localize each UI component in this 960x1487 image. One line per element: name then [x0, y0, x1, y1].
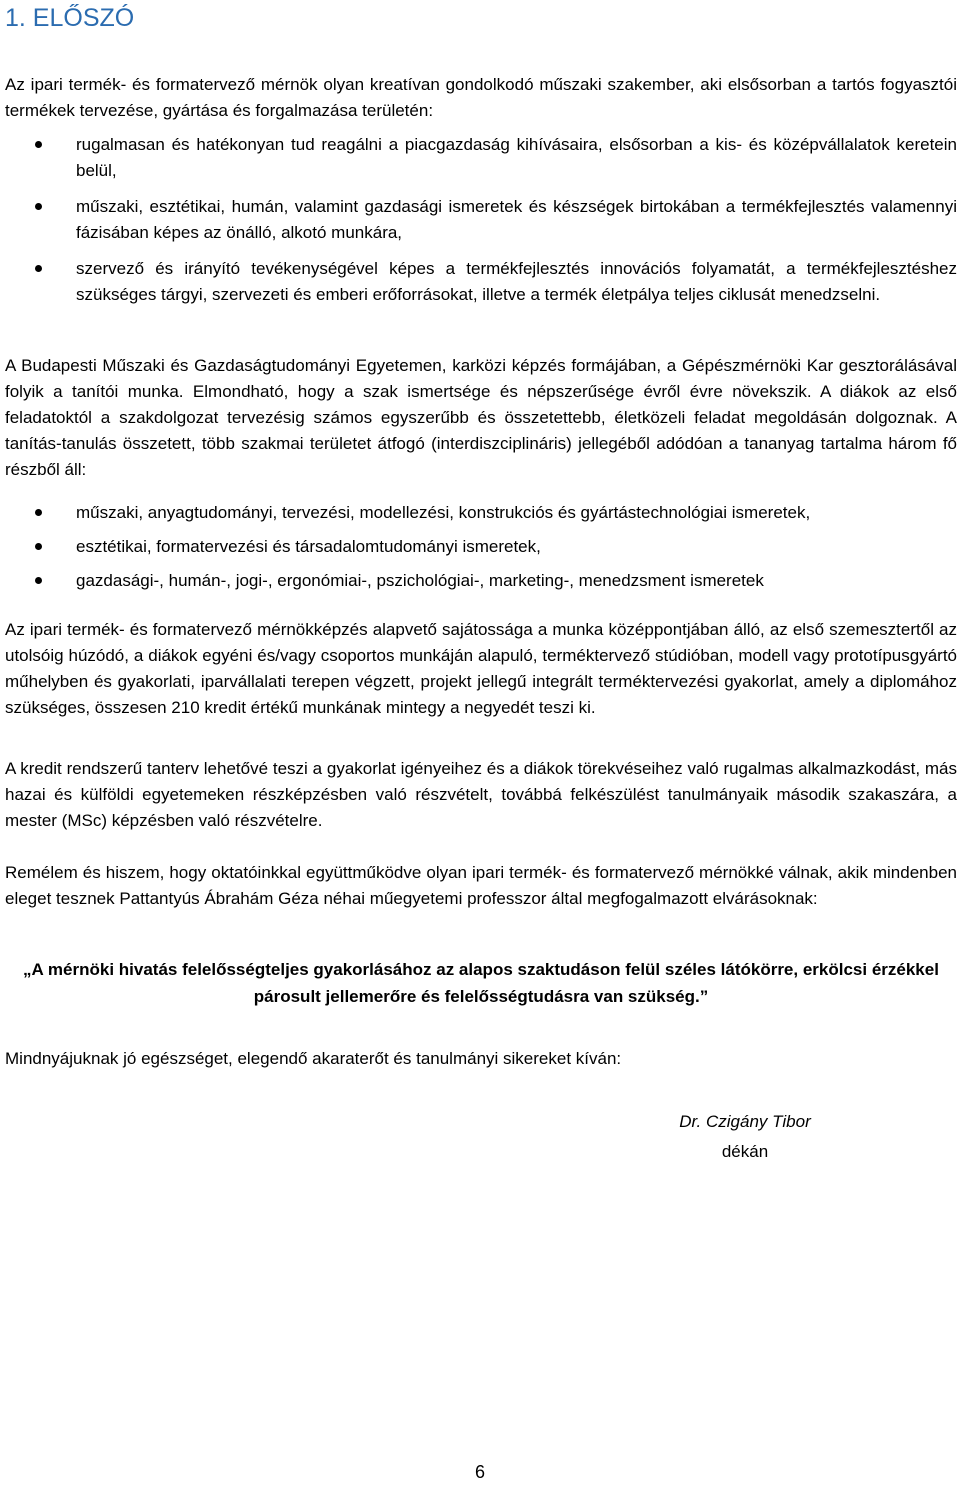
- university-paragraph: A Budapesti Műszaki és Gazdaságtudományi Egyetemen, karközi képzés formájában, a Gépészmérnöki Kar gesztorálásával folyik a tanítói munka. Elmondható, hogy a szak ismertsége és népszerűsége évről évre növekszik. A diákok az első feladatoktól a szakdolgozat tervezésig számos egyszerűbb és összetettebb, életközeli feladat megoldásán dolgoznak. A tanítás-tanulás összetett, több szakmai területet átfogó (interdiszciplináris) jellegéből adódóan a tananyag tartalma három fő részből áll:: [5, 356, 957, 479]
- list-item-text: rugalmasan és hatékonyan tud reagálni a piacgazdaság kihívásaira, elsősorban a kis- és középvállalatok keretein belül,: [76, 135, 957, 180]
- list-item: [5, 132, 957, 184]
- bullet-icon: [35, 141, 42, 148]
- signature-block: [620, 1107, 870, 1167]
- hope-paragraph: Remélem és hiszem, hogy oktatóinkkal együttműködve olyan ipari termék- és formatervező mérnökké válnak, akik mindenben eleget tesznek Pattantyús Ábrahám Géza néhai műegyetemi professzor által megfogalmazott elvárásoknak:: [5, 863, 957, 908]
- bullet-icon: [35, 577, 42, 584]
- list-item: [5, 534, 957, 560]
- list-item-text: műszaki, esztétikai, humán, valamint gazdasági ismeretek és készségek birtokában a termékfejlesztés valamennyi fázisában képes az önálló, alkotó munkára,: [76, 197, 957, 242]
- list-item-text: szervező és irányító tevékenységével képes a termékfejlesztés innovációs folyamatát, a termékfejlesztéshez szükséges tárgyi, szervezeti és emberi erőforrásokat, illetve a termék életpálya teljes ciklusát menedzselni.: [76, 259, 957, 304]
- page-number: 6: [474, 1462, 485, 1482]
- list-item: [5, 500, 957, 526]
- list-item: [5, 194, 957, 246]
- list-item: [5, 568, 957, 594]
- project-paragraph: Az ipari termék- és formatervező mérnökképzés alapvető sajátossága a munka középpontjában álló, az első szemesztertől az utolsóig húzódó, a diákok egyéni és/vagy csoportos munkáján alapuló, terméktervező stúdióban, modell vagy prototípusgyártó műhelyben és gyakorlati, iparvállalati terepen végzett, projekt jellegű integrált terméktervezési gyakorlat, amely a diplomához szükséges, összesen 210 kredit értékű munkának mintegy a negyedét teszi ki.: [5, 620, 957, 717]
- credit-paragraph: A kredit rendszerű tanterv lehetővé teszi a gyakorlat igényeihez és a diákok törekvéseihez való rugalmas alkalmazkodást, más hazai és külföldi egyetemeken részképzésben való részvételt, továbbá felkészülést tanulmányaik második szakaszára, a mester (MSc) képzésben való részvételre.: [5, 759, 957, 830]
- list-item-text: gazdasági-, humán-, jogi-, ergonómiai-, pszichológiai-, marketing-, menedzsment ismeretek: [76, 571, 764, 590]
- signature-name: Dr. Czigány Tibor: [679, 1112, 811, 1131]
- closing-paragraph: Mindnyájuknak jó egészséget, elegendő akaraterőt és tanulmányi sikereket kíván:: [5, 1049, 622, 1068]
- quote: „A mérnöki hivatás felelősségteljes gyakorlásához az alapos szaktudáson felül széles látókörre, erkölcsi érzékkel párosult jellemerőre és felelősségtudásra van szükség.”: [23, 960, 939, 1006]
- list-item-text: esztétikai, formatervezési és társadalomtudományi ismeretek,: [76, 537, 541, 556]
- curriculum-list: [5, 500, 957, 594]
- section-heading: 1. ELŐSZÓ: [5, 4, 135, 32]
- bullet-icon: [35, 509, 42, 516]
- bullet-icon: [35, 203, 42, 210]
- competency-list: [5, 132, 957, 308]
- list-item: [5, 256, 957, 308]
- list-item-text: műszaki, anyagtudományi, tervezési, modellezési, konstrukciós és gyártástechnológiai ismeretek,: [76, 503, 811, 522]
- bullet-icon: [35, 543, 42, 550]
- bullet-icon: [35, 265, 42, 272]
- intro-paragraph: Az ipari termék- és formatervező mérnök olyan kreatívan gondolkodó műszaki szakember, aki elsősorban a tartós fogyasztói termékek tervezése, gyártása és forgalmazása területén:: [5, 75, 957, 120]
- signature-role: dékán: [721, 1142, 769, 1161]
